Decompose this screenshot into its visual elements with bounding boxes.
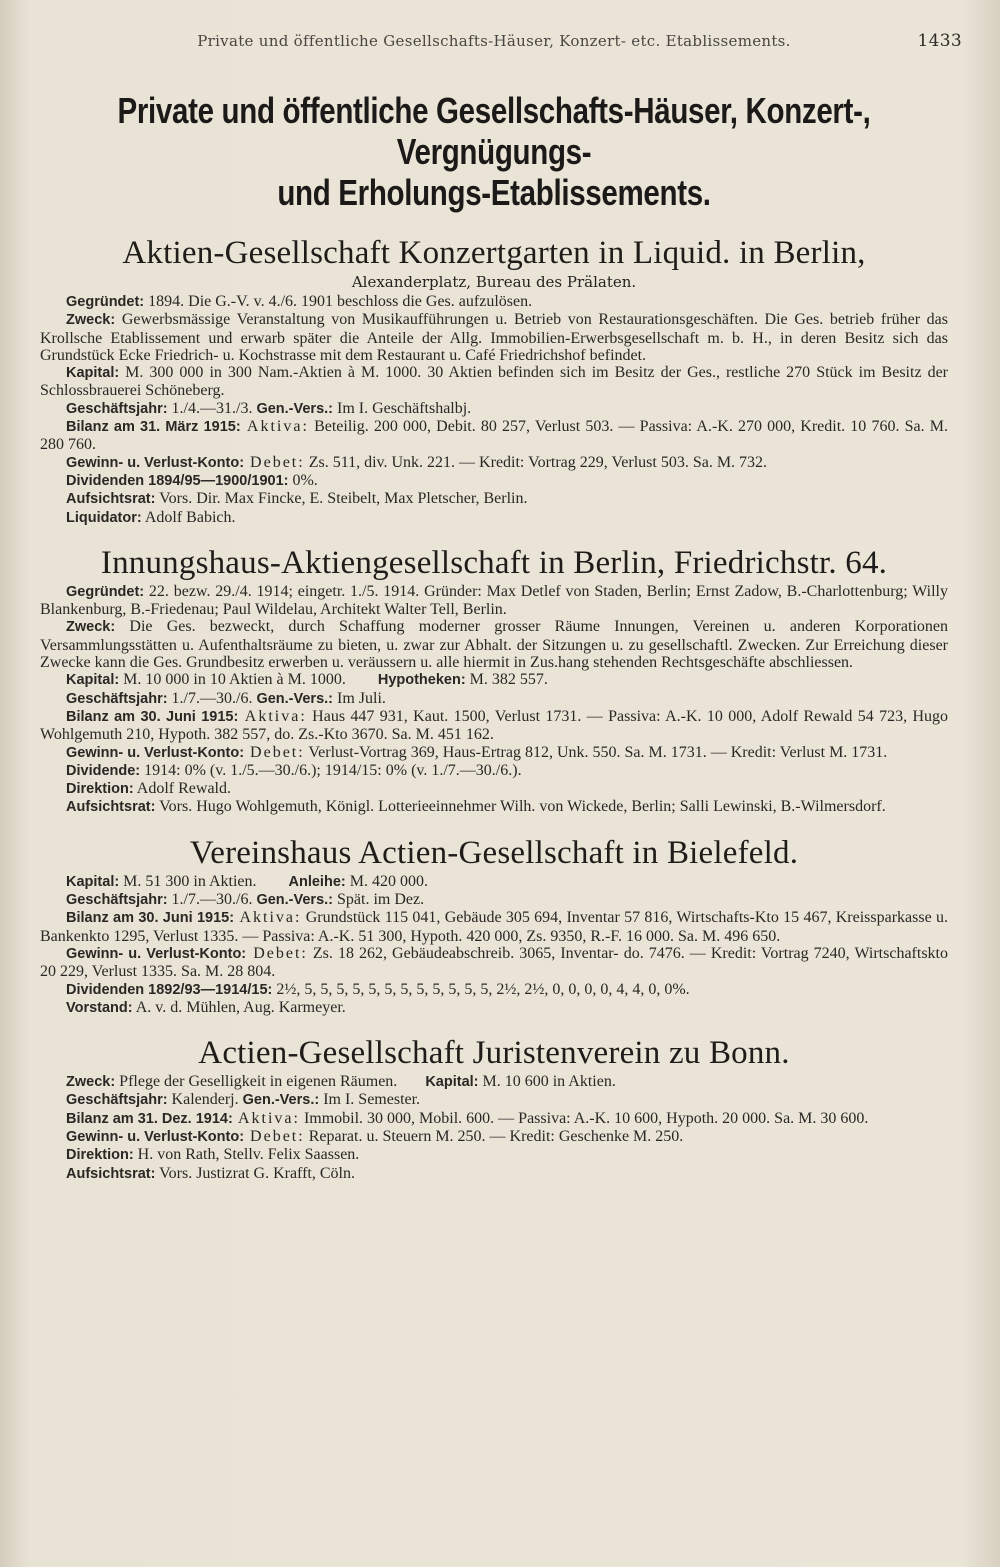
entry-paragraph bbox=[40, 1091, 948, 1109]
field-label: Zweck: bbox=[66, 1074, 116, 1091]
field-text: Vors. Justizrat G. Krafft, Cöln. bbox=[155, 1164, 355, 1182]
field-label: Direktion: bbox=[66, 1147, 134, 1164]
field-text: 2½, 5, 5, 5, 5, 5, 5, 5, 5, 5, 5, 5, 5, 2½, 2½, 0, 0, 0, 0, 4, 4, 0, 0%. bbox=[272, 980, 690, 998]
field-text: Die Ges. bezweckt, durch Schaffung moderner grosser Räume Innungen, Vereinen u. anderen Korporationen Versammlungsstätten u. Aufenthaltsräume zu bieten, u. zwar zur Abhalt. der Sitzungen u. zu gesellschaftl. Zwecken. Zur Erreichung dieser Zwecke kann die Ges. Grundbesitz erwerben u. veräussern u. alle hiermit in Zus.hang stehenden Rechtsgeschäfte abschliessen. bbox=[40, 618, 948, 672]
field-text: Immobil. 30 000, Mobil. 600. — Passiva: A.-K. 10 600, Hypoth. 20 000. Sa. M. 30 600. bbox=[299, 1109, 869, 1127]
entry-paragraph bbox=[40, 509, 948, 527]
entry-paragraph bbox=[40, 762, 948, 780]
field-text-2: M. 420 000. bbox=[345, 872, 428, 890]
field-text-2: Im I. Geschäftshalbj. bbox=[333, 399, 472, 417]
field-text: 1./7.—30./6. bbox=[167, 689, 257, 707]
field-spaced: Aktiva: bbox=[240, 418, 309, 436]
entry-paragraph bbox=[40, 744, 948, 762]
entry-paragraph bbox=[40, 418, 948, 454]
company-entry bbox=[40, 235, 948, 527]
field-label: Vorstand: bbox=[66, 999, 133, 1016]
field-spaced: Aktiva: bbox=[234, 909, 302, 927]
field-text: 1./4.—31./3. bbox=[167, 399, 257, 417]
field-text: Verlust-Vortrag 369, Haus-Ertrag 812, Unk. 550. Sa. M. 1731. — Kredit: Verlust M. 1731. bbox=[304, 743, 888, 761]
company-title: Actien-Gesellschaft Juristenverein zu Bonn. bbox=[198, 1035, 790, 1072]
field-label: Bilanz am 30. Juni 1915: bbox=[66, 910, 235, 927]
field-label: Kapital: bbox=[66, 672, 120, 689]
field-label: Gegründet: bbox=[66, 583, 145, 600]
field-label: Kapital: bbox=[66, 365, 120, 382]
entry-paragraph bbox=[40, 454, 948, 472]
field-label: Geschäftsjahr: bbox=[66, 690, 168, 707]
company-entry bbox=[40, 1035, 948, 1183]
entry-paragraph bbox=[40, 293, 948, 311]
field-label: Bilanz am 31. März 1915: bbox=[66, 419, 241, 436]
chapter-title bbox=[73, 90, 916, 213]
field-text-2: M. 382 557. bbox=[465, 671, 548, 689]
field-label-2: Gen.-Vers.: bbox=[256, 400, 333, 417]
field-text: Adolf Rewald. bbox=[133, 780, 231, 798]
company-entry bbox=[40, 545, 948, 817]
field-label: Gewinn- u. Verlust-Konto: bbox=[66, 945, 247, 962]
entry-paragraph bbox=[40, 472, 948, 490]
entry-paragraph bbox=[40, 945, 948, 981]
field-spaced: Debet: bbox=[246, 944, 308, 962]
field-label: Liquidator: bbox=[66, 509, 142, 526]
entry-paragraph bbox=[40, 909, 948, 945]
field-label: Dividende: bbox=[66, 762, 141, 779]
entry-paragraph bbox=[40, 1146, 948, 1164]
field-label: Geschäftsjahr: bbox=[66, 400, 168, 417]
field-spaced: Aktiva: bbox=[232, 1109, 300, 1127]
field-label: Aufsichtsrat: bbox=[66, 1165, 156, 1182]
field-label: Bilanz am 31. Dez. 1914: bbox=[66, 1110, 233, 1127]
running-head bbox=[40, 30, 962, 52]
entry-paragraph bbox=[40, 1073, 948, 1091]
entry-paragraph bbox=[40, 1165, 948, 1183]
field-text: 1914: 0% (v. 1./5.—30./6.); 1914/15: 0% (v. 1./7.—30./6.). bbox=[140, 761, 522, 779]
company-title: Vereinshaus Actien-Gesellschaft in Bielefeld. bbox=[189, 834, 799, 871]
field-text: Kalenderj. bbox=[167, 1091, 243, 1109]
field-text: Adolf Babich. bbox=[141, 508, 236, 526]
entry-paragraph bbox=[40, 780, 948, 798]
field-label: Zweck: bbox=[66, 312, 116, 329]
field-text: Haus 447 931, Kaut. 1500, Verlust 1731. — Passiva: A.-K. 10 000, Adolf Rewald 54 723, Hugo Wohlgemuth 210, Hypoth. 382 557, do. Zs.-Kto 3670. Sa. M. 451 162. bbox=[40, 707, 948, 744]
field-text-2: Im I. Semester. bbox=[319, 1091, 421, 1109]
company-title: Aktien-Gesellschaft Konzertgarten in Liquid. in Berlin, bbox=[122, 235, 866, 271]
field-label: Gewinn- u. Verlust-Konto: bbox=[66, 744, 245, 761]
entry-paragraph bbox=[40, 999, 948, 1017]
entry-paragraph bbox=[40, 311, 948, 364]
field-spaced: Debet: bbox=[244, 453, 305, 471]
company-title: Innungshaus-Aktiengesellschaft in Berlin, Friedrichstr. 64. bbox=[100, 544, 888, 581]
field-text: H. von Rath, Stellv. Felix Saassen. bbox=[133, 1146, 360, 1164]
field-text: 1894. Die G.-V. v. 4./6. 1901 beschloss die Ges. aufzulösen. bbox=[144, 293, 533, 310]
field-text: Pflege der Geselligkeit in eigenen Räumen. bbox=[115, 1073, 398, 1091]
entry-paragraph bbox=[40, 364, 948, 400]
field-text: 0%. bbox=[288, 471, 318, 489]
field-text: Gewerbsmässige Veranstaltung von Musikaufführungen u. Betrieb von Restaurationsgeschäften. Die Ges. betrieb früher das Krollsche Etablissement und erwarb später die Anteile der Allg. Immobilien-Erwerbsgesellschaft m. b. H., in deren Besitz sich das Grundstück Ecke Friedrich- u. Kochstrasse mit dem Restaurant u. Café Friedrichshof befindet. bbox=[40, 311, 948, 364]
field-text: Beteilig. 200 000, Debit. 80 257, Verlust 503. — Passiva: A.-K. 270 000, Kredit. 10 760. Sa. M. 280 760. bbox=[40, 418, 948, 454]
field-label: Gewinn- u. Verlust-Konto: bbox=[66, 454, 245, 471]
chapter-title-line-1: Private und öffentliche Gesellschafts-Häuser, Konzert-, Vergnügungs- bbox=[117, 90, 871, 172]
field-text: M. 10 000 in 10 Aktien à M. 1000. bbox=[119, 671, 346, 689]
field-label: Dividenden 1894/95—1900/1901: bbox=[66, 472, 289, 489]
field-text: 1./7.—30./6. bbox=[167, 891, 257, 909]
entry-paragraph bbox=[40, 1110, 948, 1128]
company-subtitle: Alexanderplatz, Bureau des Prälaten. bbox=[351, 273, 637, 291]
page-number: 1433 bbox=[917, 31, 962, 51]
field-label: Aufsichtsrat: bbox=[66, 491, 156, 508]
field-label: Dividenden 1892/93—1914/15: bbox=[66, 981, 273, 998]
field-text-2: Spät. im Dez. bbox=[333, 891, 425, 909]
entry-paragraph bbox=[40, 618, 948, 671]
field-label: Zweck: bbox=[66, 619, 116, 636]
field-label-2: Gen.-Vers.: bbox=[242, 1092, 320, 1109]
entry-paragraph bbox=[40, 690, 948, 708]
entry-paragraph bbox=[40, 583, 948, 619]
field-text: Zs. 18 262, Gebäudeabschreib. 3065, Inventar- do. 7476. — Kredit: Vortrag 7240, Wirtschaftskto 20 229, Verlust 1335. Sa. M. 28 804. bbox=[40, 944, 948, 981]
field-label-2: Gen.-Vers.: bbox=[256, 690, 333, 707]
field-label-2: Anleihe: bbox=[288, 873, 346, 890]
field-text: M. 300 000 in 300 Nam.-Aktien à M. 1000. 30 Aktien befinden sich im Besitz der Ges., restliche 270 Stück im Besitz der Schlossbrauerei Schöneberg. bbox=[40, 364, 948, 400]
field-text-2: M. 10 600 in Aktien. bbox=[478, 1073, 616, 1091]
field-label: Geschäftsjahr: bbox=[66, 892, 168, 909]
field-label: Bilanz am 30. Juni 1915: bbox=[66, 708, 239, 725]
company-entry bbox=[40, 835, 948, 1017]
field-label: Direktion: bbox=[66, 781, 134, 798]
field-text: Zs. 511, div. Unk. 221. — Kredit: Vortrag 229, Verlust 503. Sa. M. 732. bbox=[304, 453, 768, 471]
entry-paragraph bbox=[40, 1128, 948, 1146]
entry-paragraph bbox=[40, 873, 948, 891]
field-spaced: Aktiva: bbox=[238, 707, 307, 725]
entry-paragraph bbox=[40, 400, 948, 418]
field-label-2: Kapital: bbox=[425, 1074, 479, 1091]
field-text: 22. bezw. 29./4. 1914; eingetr. 1./5. 1914. Gründer: Max Detlef von Staden, Berlin; Ernst Zadow, B.-Charlottenburg; Willy Blankenburg, B.-Friedenau; Paul Wildelau, Architekt Walter Tell, Berlin. bbox=[40, 582, 948, 619]
entry-paragraph bbox=[40, 708, 948, 744]
field-label: Geschäftsjahr: bbox=[66, 1092, 168, 1109]
entry-paragraph bbox=[40, 671, 948, 689]
field-label-2: Gen.-Vers.: bbox=[256, 892, 333, 909]
entry-paragraph bbox=[40, 798, 948, 816]
field-text: Vors. Dir. Max Fincke, E. Steibelt, Max Pletscher, Berlin. bbox=[155, 490, 528, 508]
field-text: Reparat. u. Steuern M. 250. — Kredit: Geschenke M. 250. bbox=[304, 1127, 684, 1145]
field-label-2: Hypotheken: bbox=[377, 672, 466, 689]
field-label: Kapital: bbox=[66, 873, 120, 890]
entry-paragraph bbox=[40, 981, 948, 999]
field-text-2: Im Juli. bbox=[333, 689, 386, 707]
field-text: M. 51 300 in Aktien. bbox=[119, 872, 257, 890]
field-text: Grundstück 115 041, Gebäude 305 694, Inventar 57 816, Wirtschafts-Kto 15 467, Kreissparkasse u. Bankenkto 1295, Verlust 1335. — Passiva: A.-K. 51 300, Hypoth. 420 000, Zs. 9350, R.-F. 16 000. Sa. M. 496 650. bbox=[40, 909, 949, 945]
field-spaced: Debet: bbox=[244, 1127, 305, 1145]
field-label: Gegründet: bbox=[66, 294, 145, 310]
entry-paragraph bbox=[40, 490, 948, 508]
entry-paragraph bbox=[40, 891, 948, 909]
field-text: Vors. Hugo Wohlgemuth, Königl. Lotterieeinnehmer Wilh. von Wickede, Berlin; Salli Lewinski, B.-Wilmersdorf. bbox=[155, 798, 886, 816]
field-label: Aufsichtsrat: bbox=[66, 799, 156, 816]
chapter-title-line-2: und Erholungs-Etablissements. bbox=[277, 172, 711, 213]
field-text: A. v. d. Mühlen, Aug. Karmeyer. bbox=[132, 998, 346, 1016]
field-spaced: Debet: bbox=[244, 743, 305, 761]
field-label: Gewinn- u. Verlust-Konto: bbox=[66, 1128, 245, 1145]
running-head-text: Private und öffentliche Gesellschafts-Häuser, Konzert- etc. Etablissements. bbox=[197, 32, 791, 50]
